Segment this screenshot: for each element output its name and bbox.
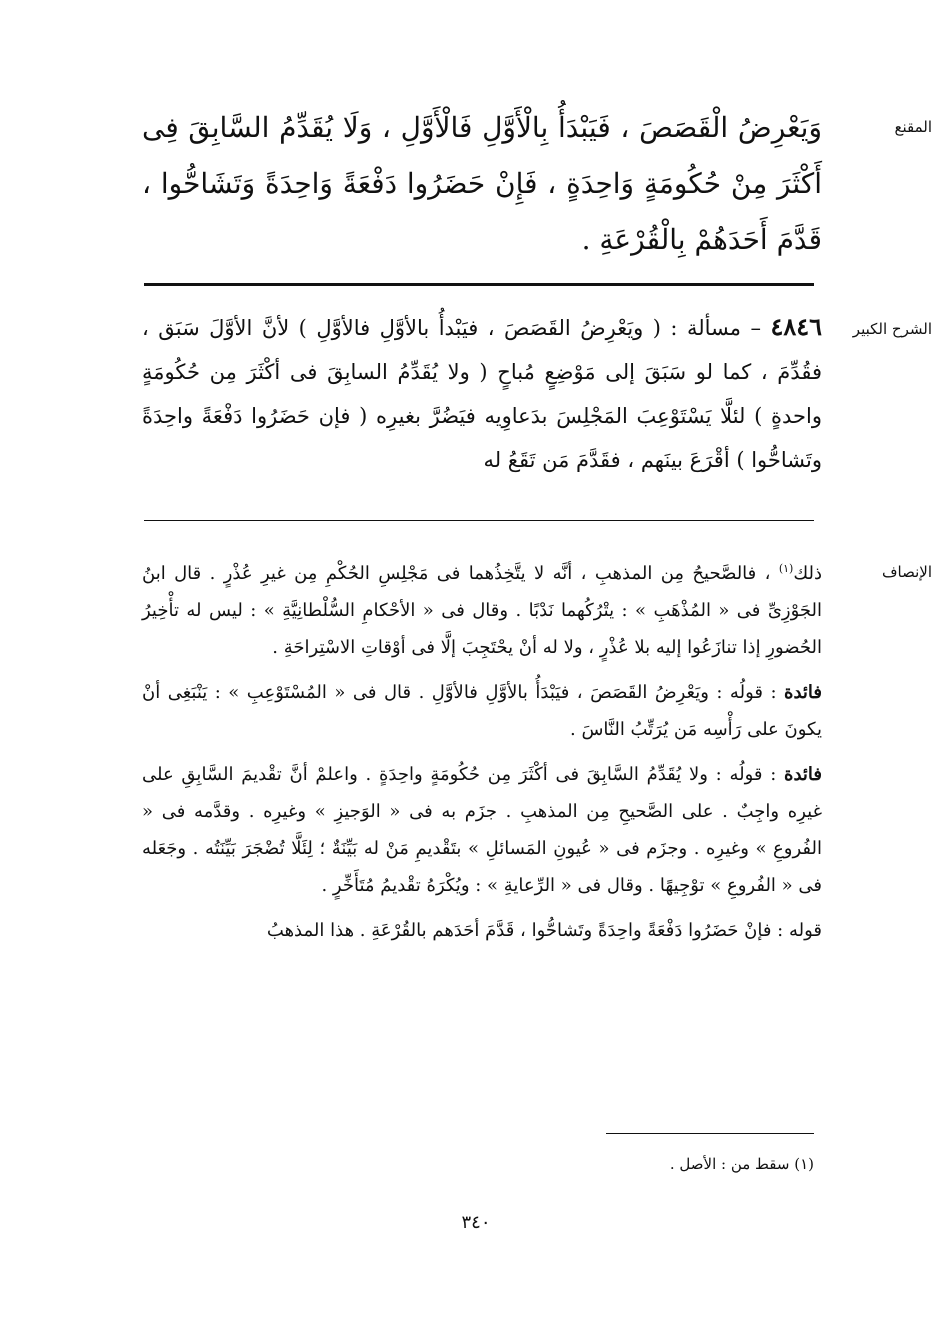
insaf-paragraph-2 [142,674,822,748]
insaf-p2-text: : قولُه : ويَعْرِضُ القَصَصَ ، فيَبْدَأُ بالأوَّلِ فالأوَّلِ . قال فى « المُسْتَوْعِبِ » : يَنْبَغِى أنْ يكونَ على رَأْسِه مَن يُرَتِّبُ النَّاسَ . [142,682,822,740]
sharh-block [142,305,822,482]
insaf-p1-after: ، فالصَّحيحُ مِن المذهبِ ، أنَّه لا يتَّخِذُهما فى مَجْلِسِ الحُكْمِ مِن غيرِ عُذْرٍ . قال ابنُ الجَوْزِىِّ فى « المُذْهَبِ » : يتْرُكُهما نَدْبًا . وقال فى « الأحْكامِ السُّلْطانِيَّةِ » : ليس له تأْخِيرُ الحُضورِ إذا تنازَعُوا إليه بلا عُذْرٍ ، ولا له أنْ يحْتَجِبَ إلَّا فى أوْقاتِ الاسْتِراحَةِ . [142,563,822,658]
muqni-label: المقنع [894,118,932,136]
insaf-paragraph-3 [142,756,822,904]
insaf-paragraph-4 [142,912,822,949]
insaf-label: الإنصاف [881,563,932,581]
faida-term-1: فائدة [784,682,822,703]
footnote-divider [606,1133,814,1134]
section-divider-thick [144,283,814,286]
insaf-p1-before: ذلك [793,563,822,584]
muqni-text: وَيَعْرِضُ الْقَصَصَ ، فَيَبْدَأُ بِالْأَوَّلِ فَالْأَوَّلِ ، وَلَا يُقَدِّمُ السَّابِقَ فِى أَكْثَرَ مِنْ حُكُومَةٍ وَاحِدَةٍ ، فَإِنْ حَضَرُوا دَفْعَةً وَاحِدَةً وَتَشَاحُّوا ، قَدَّمَ أَحَدَهُمْ بِالْقُرْعَةِ . [142,111,822,256]
page-number: ٣٤٠ [461,1212,491,1233]
faida-term-2: فائدة [784,764,822,785]
insaf-p3-text: : قولُه : ولا يُقَدِّمُ السَّابِقَ فى أكْثَرَ مِن حُكُومَةٍ واحِدَةٍ . واعلمْ أنَّ تقْديمَ السَّابِقِ على غيرِه واجِبٌ . على الصَّحيحِ مِن المذهبِ . جزَم به فى « الوَجيزِ » وغيرِه . وقدَّمه فى « الفُروعِ » وغيرِه . وجزَم فى « عُيونِ المَسائلِ » بتَقْديمِ مَنْ له بَيِّنَةٌ ؛ لِئَلَّا تُضْجَرَ بَيِّنَتُه . وجَعَله فى « الفُروعِ » توْجِيهًا . وقال فى « الرِّعايةِ » : ويُكْرَهُ تقْديمُ مُتَأَخِّرٍ . [142,764,822,896]
insaf-paragraph-1 [142,550,822,666]
footnote: (١) سقط من : الأصل . [669,1155,814,1173]
issue-number: ٤٨٤٦ [770,312,822,341]
sharh-text: – مسألة : ( ويَعْرِضُ القَصَصَ ، فيَبْدأُ بالأوَّلِ فالأوَّلِ ) لأنَّ الأوَّلَ سَبَق ، فقُدِّمَ ، كما لو سَبَقَ إلى مَوْضِعٍ مُباحٍ ( ولا يُقَدِّمُ السابِقَ فى أكْثَرَ مِن حُكُومَةٍ واحدةٍ ) لئلَّا يَسْتَوْعِبَ المَجْلِسَ بدَعاوِيه فيَضُرَّ بغيرِه ( فإن حَضَرُوا دَفْعَةً واحِدَةً وتَشاحُّوا ) أقْرَعَ بينَهم ، فقَدَّمَ مَن تَقَعُ له [142,316,822,472]
insaf-block [142,550,822,957]
insaf-p4-text: قوله : فإنْ حَضَرُوا دَفْعَةً واحِدَةً وتَشاحُّوا ، قَدَّمَ أحَدَهم بالقُرْعَةِ . هذا المذهبُ [266,920,822,941]
section-divider-thin [144,520,814,521]
sharh-label: الشرح الكبير [852,320,932,338]
footnote-marker: (١) [778,562,794,575]
